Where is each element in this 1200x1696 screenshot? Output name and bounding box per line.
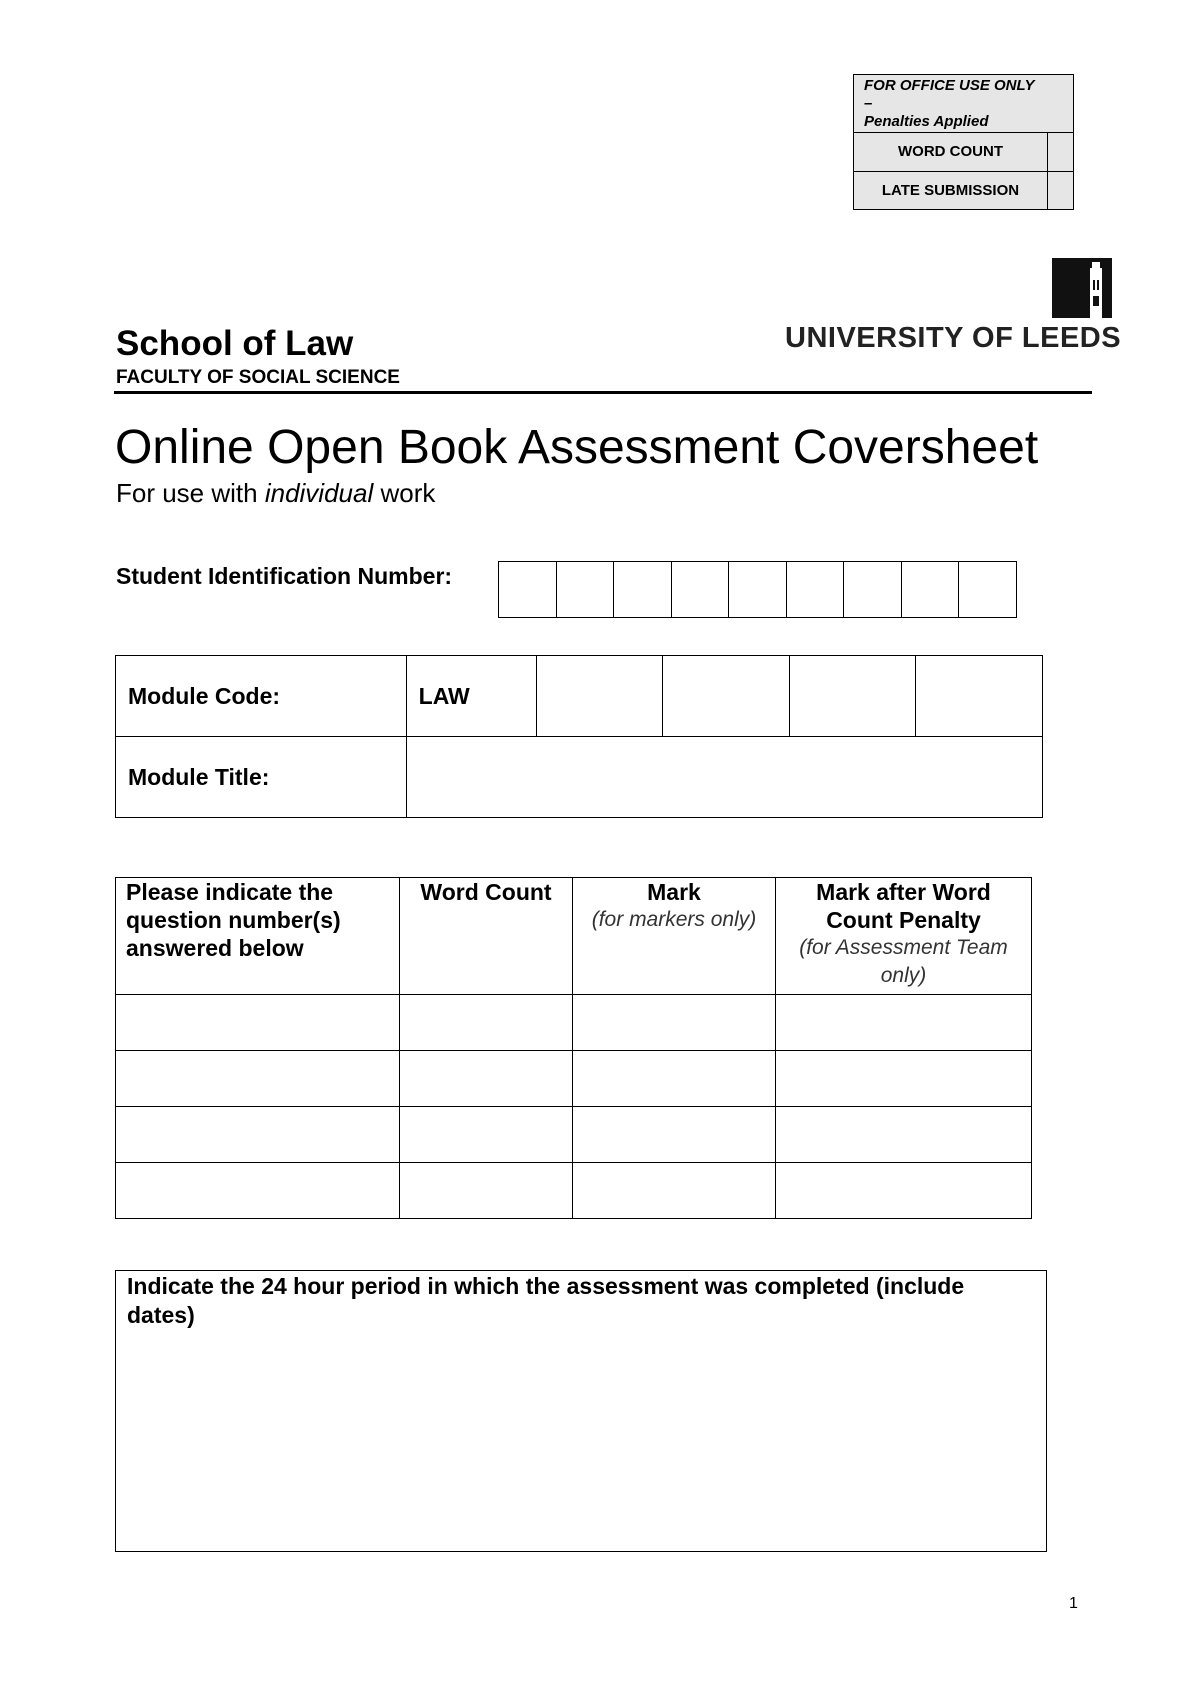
mark-cell[interactable]: [573, 1107, 776, 1163]
table-row: [116, 1051, 1032, 1107]
question-number-cell[interactable]: [116, 1163, 400, 1219]
student-id-digit-box[interactable]: [787, 562, 845, 617]
office-row-label: LATE SUBMISSION: [854, 172, 1048, 210]
module-code-row: [116, 656, 1043, 737]
module-code-cell[interactable]: [916, 656, 1043, 737]
module-code-cell[interactable]: [663, 656, 790, 737]
office-row-late-submission: [854, 171, 1073, 210]
penalty-mark-cell[interactable]: [776, 1163, 1032, 1219]
student-id-digit-box[interactable]: [557, 562, 615, 617]
student-id-digit-box[interactable]: [614, 562, 672, 617]
faculty-name: FACULTY OF SOCIAL SCIENCE: [116, 367, 400, 388]
university-logo-text: UNIVERSITY OF LEEDS: [785, 322, 1122, 354]
mark-header: Mark (for markers only): [573, 878, 776, 995]
table-row: [116, 1107, 1032, 1163]
mark-after-penalty-header: Mark after Word Count Penalty (for Assessment Team only): [776, 878, 1032, 995]
question-number-cell[interactable]: [116, 995, 400, 1051]
student-id-digit-box[interactable]: [902, 562, 960, 617]
office-use-box: [853, 74, 1074, 210]
module-code-prefix: LAW: [406, 656, 536, 737]
student-id-digit-box[interactable]: [959, 562, 1017, 617]
word-count-cell[interactable]: [400, 1163, 573, 1219]
module-title-label: Module Title:: [116, 737, 407, 818]
mark-cell[interactable]: [573, 995, 776, 1051]
office-row-label: WORD COUNT: [854, 133, 1048, 171]
question-table-header: [116, 878, 1032, 995]
mark-cell[interactable]: [573, 1163, 776, 1219]
header-divider: [114, 391, 1092, 394]
question-table: [115, 877, 1032, 1219]
module-code-cell[interactable]: [536, 656, 663, 737]
page-title: Online Open Book Assessment Coversheet: [115, 421, 1039, 474]
penalty-mark-cell[interactable]: [776, 1107, 1032, 1163]
office-use-heading: FOR OFFICE USE ONLY – Penalties Applied: [864, 77, 1035, 130]
student-id-digit-box[interactable]: [499, 562, 557, 617]
student-id-digit-box[interactable]: [729, 562, 787, 617]
module-title-field[interactable]: [406, 737, 1042, 818]
page-number: 1: [1069, 1595, 1078, 1612]
module-table: [115, 655, 1043, 818]
penalty-mark-cell[interactable]: [776, 995, 1032, 1051]
word-count-cell[interactable]: [400, 1107, 573, 1163]
student-id-label: Student Identification Number:: [116, 563, 453, 589]
question-number-cell[interactable]: [116, 1107, 400, 1163]
student-id-digit-box[interactable]: [844, 562, 902, 617]
question-numbers-header: Please indicate the question number(s) answered below: [116, 878, 400, 995]
table-row: [116, 1163, 1032, 1219]
university-tower-logo-icon: [1052, 258, 1112, 318]
table-row: [116, 995, 1032, 1051]
word-count-cell[interactable]: [400, 1051, 573, 1107]
school-name: School of Law: [116, 324, 354, 363]
module-title-row: [116, 737, 1043, 818]
student-id-boxes: [498, 561, 1017, 618]
question-number-cell[interactable]: [116, 1051, 400, 1107]
word-count-header: Word Count: [400, 878, 573, 995]
page-subtitle: For use with individual work: [116, 478, 436, 508]
student-id-digit-box[interactable]: [672, 562, 730, 617]
office-row-word-count: [854, 132, 1073, 171]
completion-period-box[interactable]: [115, 1270, 1047, 1552]
module-code-cell[interactable]: [789, 656, 916, 737]
module-code-label: Module Code:: [116, 656, 407, 737]
penalty-mark-cell[interactable]: [776, 1051, 1032, 1107]
word-count-cell[interactable]: [400, 995, 573, 1051]
completion-period-label: Indicate the 24 hour period in which the assessment was completed (include dates): [127, 1273, 965, 1328]
mark-cell[interactable]: [573, 1051, 776, 1107]
